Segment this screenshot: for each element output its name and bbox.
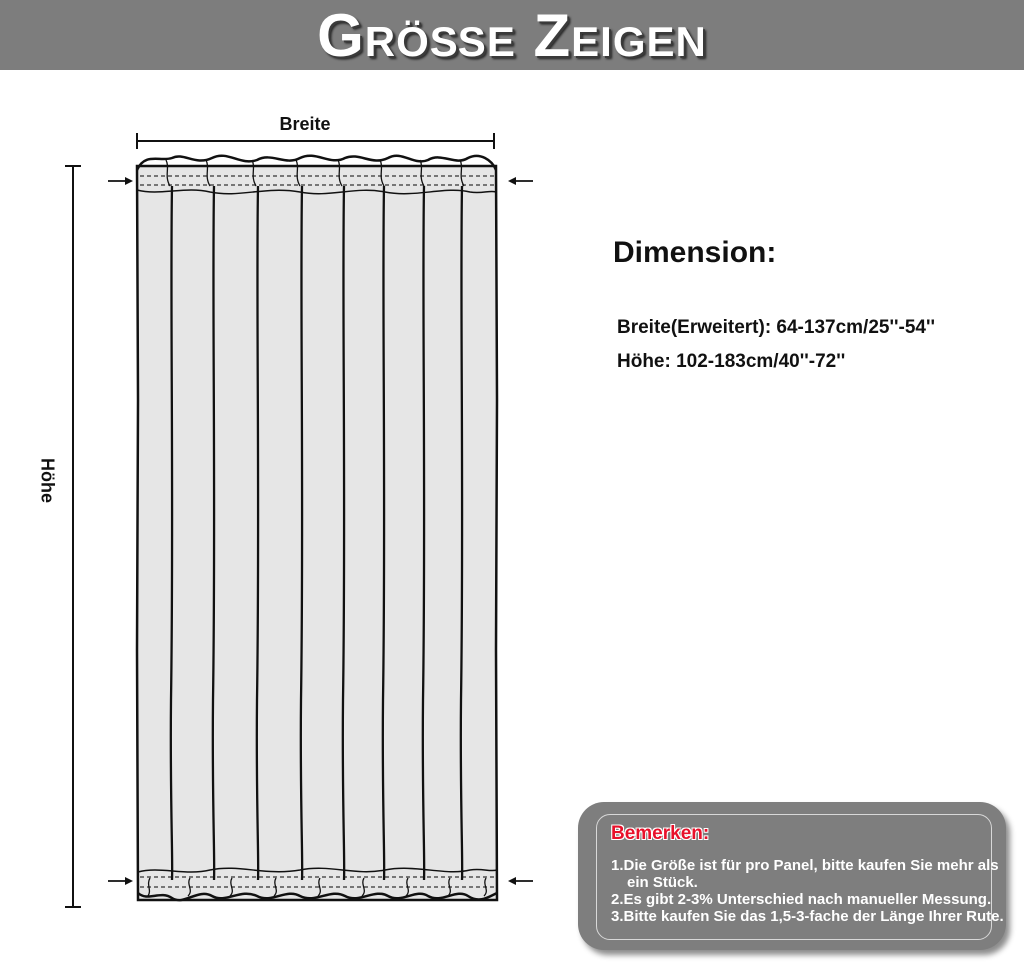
curtain-panel	[137, 166, 497, 900]
dimension-title: Dimension:	[613, 236, 777, 269]
notes-list	[611, 857, 1015, 925]
height-label: Höhe	[37, 458, 58, 503]
notes-box	[578, 802, 1006, 950]
dimension-height: Höhe: 102-183cm/40''-72''	[617, 351, 846, 372]
notes-frame	[596, 814, 1004, 940]
notes-heading: Bemerken:	[611, 823, 710, 844]
dimension-width: Breite(Erweitert): 64-137cm/25''-54''	[617, 317, 935, 338]
width-dimension-line	[137, 133, 494, 149]
note-item: 1.Die Größe ist für pro Panel, bitte kaufen Sie mehr als ein Stück.	[611, 857, 999, 891]
width-label: Breite	[279, 114, 331, 134]
height-dimension-line	[65, 166, 81, 907]
note-item: 3.Bitte kaufen Sie das 1,5-3-fache der Länge Ihrer Rute.	[611, 908, 1004, 925]
page-title: Größe Zeigen	[317, 1, 707, 69]
note-item: 2.Es gibt 2-3% Unterschied nach manueller Messung.	[611, 891, 992, 908]
